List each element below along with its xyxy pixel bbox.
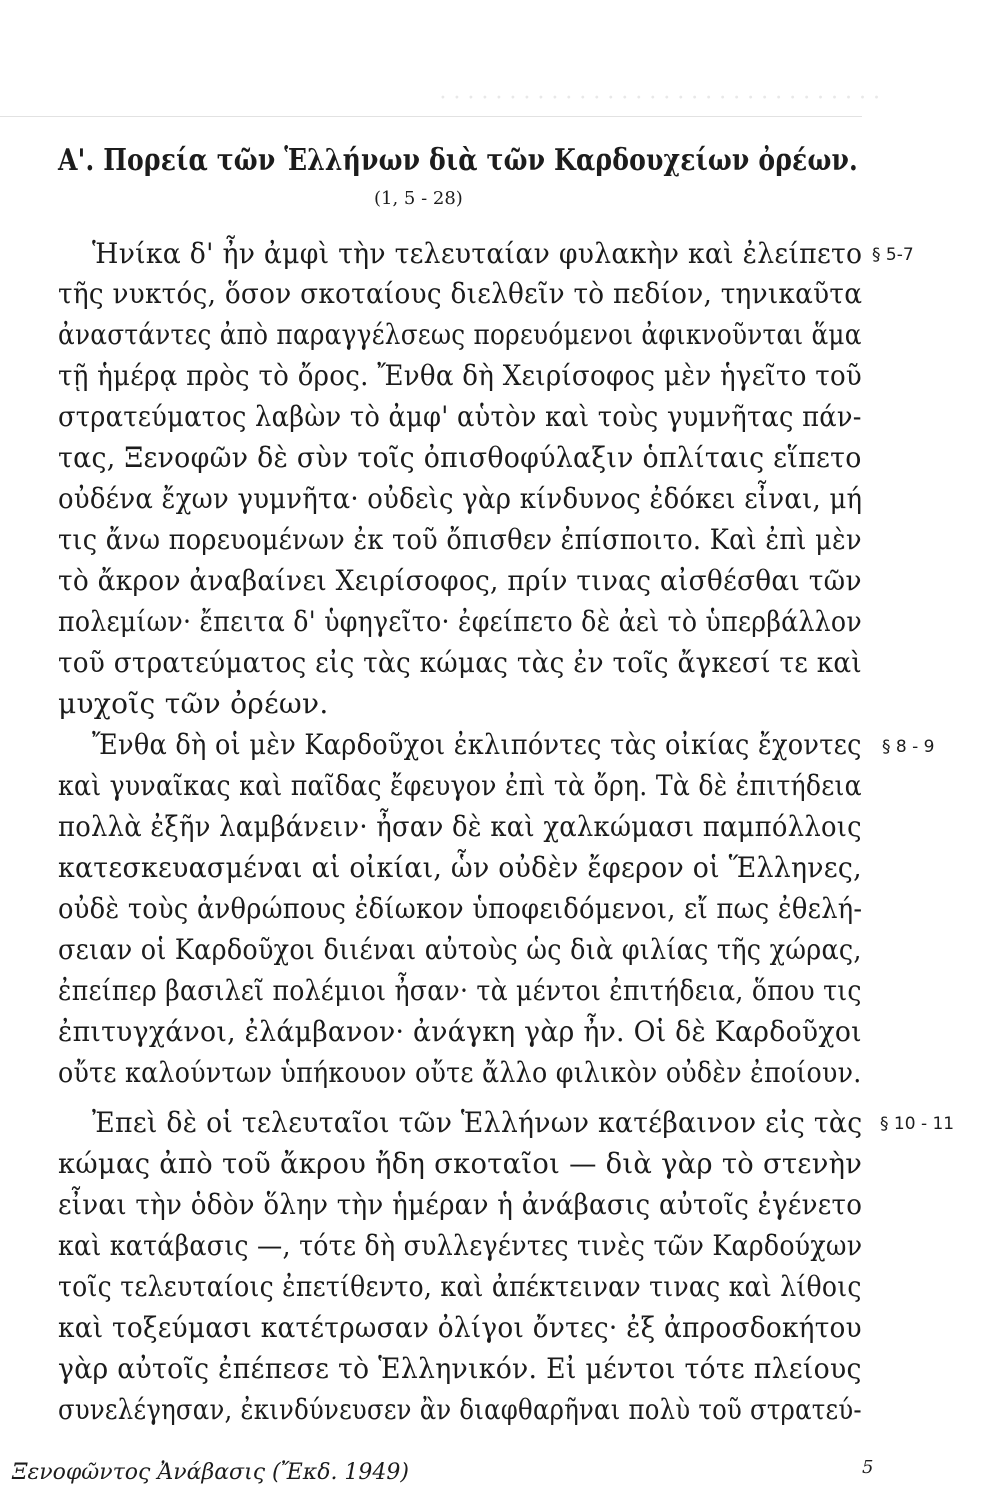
text-line: τῆς νυκτός, ὅσον σκοταίους διελθεῖν τὸ πεδίον, τηνικαῦτα	[58, 277, 863, 310]
text-line: συνελέγησαν, ἐκινδύνευσεν ἂν διαφθαρῆναι πολὺ τοῦ στρατεύ-	[58, 1393, 862, 1426]
text-line: καὶ τοξεύμασι κατέτρωσαν ὀλίγοι ὄντες· ἐξ ἀπροσδοκήτου	[58, 1311, 862, 1344]
show-through-text: · · · · · · · · · · · · · · · · · · · · · · · · · · · · · · · ·	[439, 86, 880, 111]
text-line: γὰρ αὐτοῖς ἐπέπεσε τὸ Ἑλληνικόν. Εἰ μέντοι τότε πλείους	[58, 1352, 862, 1385]
text-line: τας, Ξενοφῶν δὲ σὺν τοῖς ὀπισθοφύλαξιν ὁπλίταις εἵπετο	[58, 441, 862, 474]
section-range: (1, 5 - 28)	[374, 188, 463, 209]
text-line: ἐπιτυγχάνοι, ἐλάμβανον· ἀνάγκη γὰρ ἦν. Οἱ δὲ Καρδοῦχοι	[58, 1015, 862, 1048]
text-line: ἀναστάντες ἀπὸ παραγγέλσεως πορευόμενοι ἀφικνοῦνται ἅμα	[58, 318, 862, 351]
text-line: σειαν οἱ Καρδοῦχοι διιέναι αὐτοὺς ὡς διὰ φιλίας τῆς χώρας,	[58, 933, 862, 966]
text-line: τὸ ἄκρον ἀναβαίνει Χειρίσοφος, πρίν τινας αἰσθέσθαι τῶν	[58, 564, 862, 597]
text-line: οὔτε καλούντων ὑπήκουον οὔτε ἄλλο φιλικὸν οὐδὲν ἐποίουν.	[58, 1056, 862, 1089]
text-line: ἐπείπερ βασιλεῖ πολέμιοι ἦσαν· τὰ μέντοι ἐπιτήδεια, ὅπου τις	[58, 974, 862, 1007]
text-line: τοῦ στρατεύματος εἰς τὰς κώμας τὰς ἐν τοῖς ἄγκεσί τε καὶ	[58, 646, 862, 679]
show-through-rule	[0, 116, 862, 117]
text-line: πολεμίων· ἔπειτα δ' ὑφηγεῖτο· ἐφείπετο δὲ ἀεὶ τὸ ὑπερβάλλον	[58, 605, 862, 638]
margin-section-ref: § 8 - 9	[882, 737, 935, 757]
text-line: οὐδὲ τοὺς ἀνθρώπους ἐδίωκον ὑποφειδόμενοι, εἴ πως ἐθελή-	[58, 892, 863, 925]
text-line: Ἔνθα δὴ οἱ μὲν Καρδοῦχοι ἐκλιπόντες τὰς οἰκίας ἔχοντες	[92, 728, 862, 761]
text-line: καὶ κατάβασις —, τότε δὴ συλλεγέντες τινὲς τῶν Καρδούχων	[58, 1229, 863, 1262]
text-line: τις ἄνω πορευομένων ἐκ τοῦ ὄπισθεν ἐπίσποιτο. Καὶ ἐπὶ μὲν	[58, 523, 862, 556]
text-line: Ἐπεὶ δὲ οἱ τελευταῖοι τῶν Ἑλλήνων κατέβαινον εἰς τὰς	[92, 1106, 863, 1139]
margin-section-ref: § 5-7	[872, 245, 914, 265]
text-line: μυχοῖς τῶν ὀρέων.	[58, 687, 329, 720]
text-line: εἶναι τὴν ὁδὸν ὅλην τὴν ἡμέραν ἡ ἀνάβασις αὐτοῖς ἐγένετο	[58, 1188, 863, 1221]
chapter-heading: Α'. Πορεία τῶν Ἑλλήνων διὰ τῶν Καρδουχείων ὀρέων.	[58, 143, 858, 178]
text-line: Ἡνίκα δ' ἦν ἀμφὶ τὴν τελευταίαν φυλακὴν καὶ ἐλείπετο	[92, 237, 863, 270]
text-line: κατεσκευασμέναι αἱ οἰκίαι, ὧν οὐδὲν ἔφερον οἱ Ἕλληνες,	[58, 851, 862, 884]
margin-section-ref: § 10 - 11	[880, 1114, 955, 1134]
text-line: κώμας ἀπὸ τοῦ ἄκρου ἤδη σκοταῖοι — διὰ γὰρ τὸ στενὴν	[58, 1147, 863, 1180]
page-number: 5	[862, 1457, 874, 1478]
text-line: οὐδένα ἔχων γυμνῆτα· οὐδεὶς γὰρ κίνδυνος ἐδόκει εἶναι, μή	[58, 482, 863, 515]
book-title-footer: Ξενοφῶντος Ἀνάβασις (Ἔκδ. 1949)	[12, 1460, 409, 1485]
text-line: πολλὰ ἐξῆν λαμβάνειν· ἦσαν δὲ καὶ χαλκώμασι παμπόλλοις	[58, 810, 862, 843]
text-line: τοῖς τελευταίοις ἐπετίθεντο, καὶ ἀπέκτειναν τινας καὶ λίθοις	[58, 1270, 862, 1303]
text-line: τῇ ἡμέρᾳ πρὸς τὸ ὄρος. Ἔνθα δὴ Χειρίσοφος μὲν ἡγεῖτο τοῦ	[58, 359, 863, 392]
text-line: καὶ γυναῖκας καὶ παῖδας ἔφευγον ἐπὶ τὰ ὄρη. Τὰ δὲ ἐπιτήδεια	[58, 769, 862, 802]
text-line: στρατεύματος λαβὼν τὸ ἀμφ' αὑτὸν καὶ τοὺς γυμνῆτας πάν-	[58, 400, 862, 433]
